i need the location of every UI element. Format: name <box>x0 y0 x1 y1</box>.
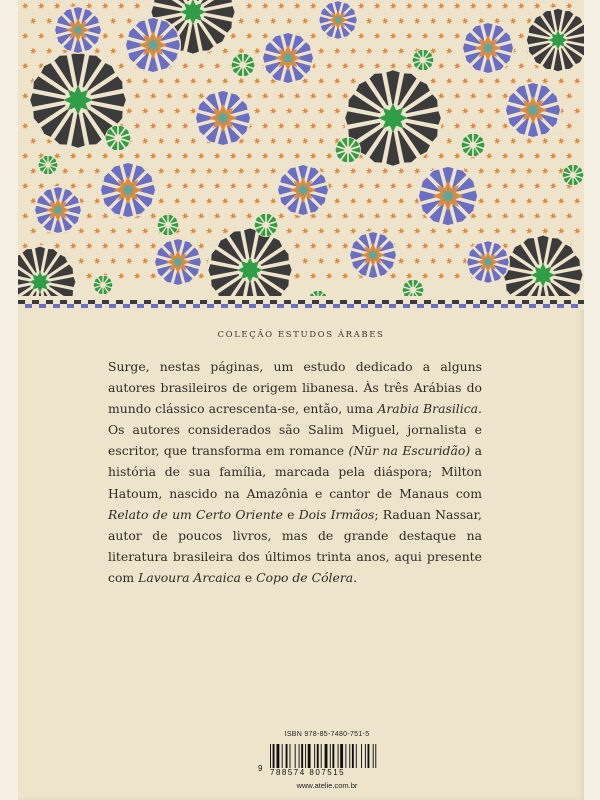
blurb-text-3: a história de sua família, marcada pela diáspora; Milton Hatoum, nascido na Amazônia e cantor de Manaus com <box>108 443 482 501</box>
barcode-lead-digit: 9 <box>258 764 263 773</box>
blurb-title-relato: Relato de um Certo Oriente <box>108 506 283 522</box>
isbn-label: ISBN 978-85-7480-751-5 <box>284 731 370 738</box>
blurb-text <box>108 356 482 588</box>
series-title: COLEÇÃO ESTUDOS ÁRABES <box>217 330 385 340</box>
arabesque-pattern <box>18 0 584 310</box>
barcode <box>258 744 398 778</box>
blurb-text-4: e <box>283 506 299 522</box>
blurb-title-nur: (Nūr na Escuridão) <box>348 443 471 459</box>
blurb-text-7: . <box>353 569 358 585</box>
blurb-title-dois-irmaos: Dois Irmãos <box>298 506 375 522</box>
blurb-title-copo: Copo de Cólera <box>256 569 354 585</box>
blurb-text-2: . Os autores considerados são Salim Miguel, jornalista e escritor, que transforma em romance <box>108 401 482 459</box>
barcode-digits: 788574 807515 <box>270 768 394 777</box>
blurb-text-1: Surge, nestas páginas, um estudo dedicado a alguns autores brasileiros de origem libanesa. Às três Arábias do mundo clássico acrescenta-se, então, uma <box>108 359 482 417</box>
blurb-title-lavoura: Lavoura Arcaica <box>138 569 241 585</box>
blurb-title-arabia-brasilica: Arabia Brasilica <box>377 401 479 417</box>
blurb-text-5: ; Raduan Nassar, autor de poucos livros, mas de grande destaque na literatura brasileira dos últimos trinta anos, aqui presente com <box>108 506 482 585</box>
publisher-website: www.atelie.com.br <box>296 781 358 790</box>
blurb-text-6: e <box>240 569 257 585</box>
back-cover <box>18 0 584 800</box>
